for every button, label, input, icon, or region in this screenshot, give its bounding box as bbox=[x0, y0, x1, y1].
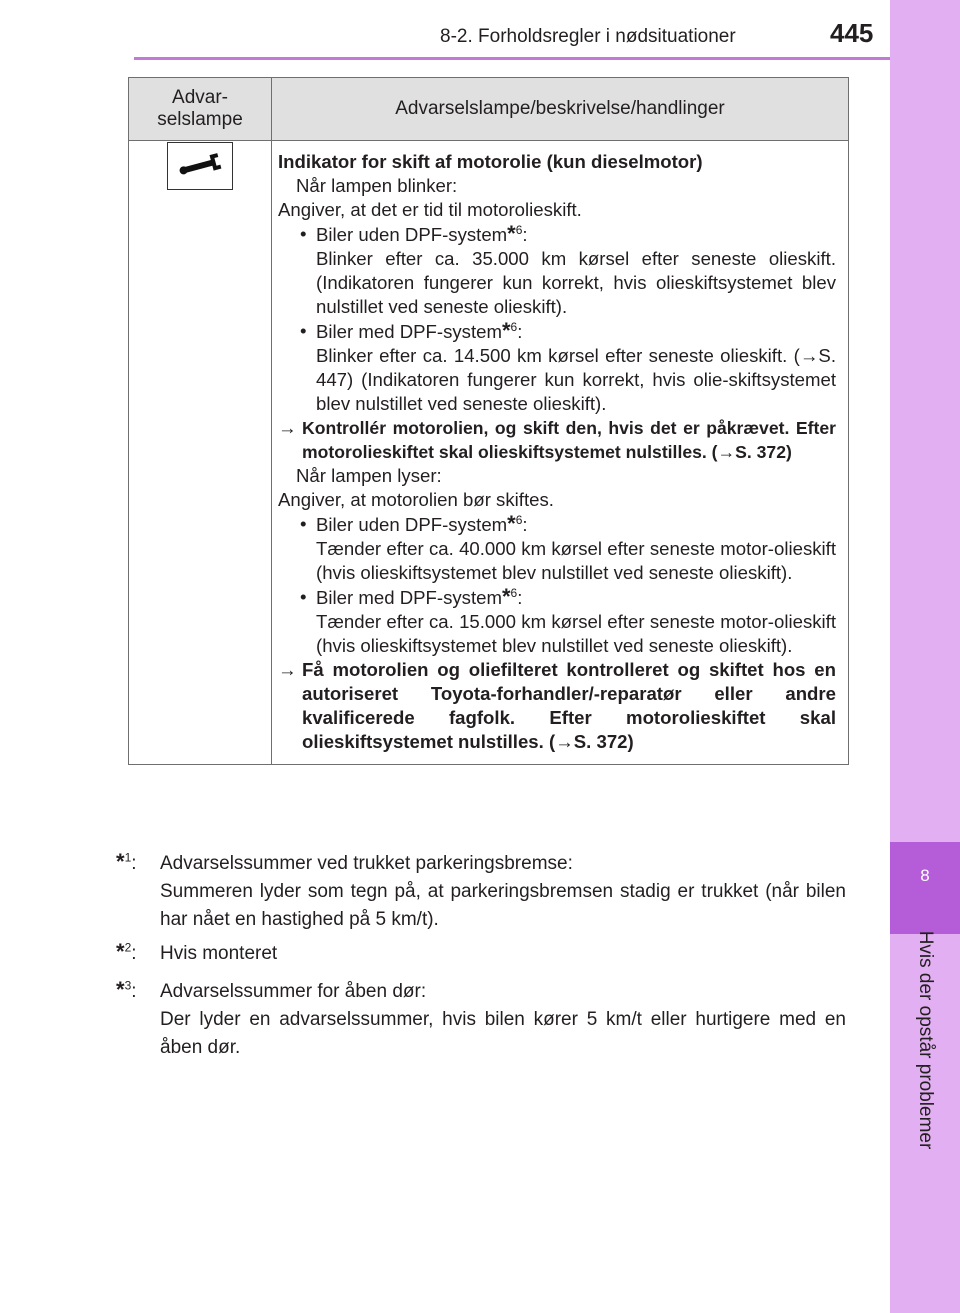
table-row bbox=[129, 141, 849, 765]
lit-dpf-item: • Biler med DPF-system*$^6$: bbox=[300, 584, 523, 609]
blink-no-dpf-text: Blinker efter ca. 35.000 km kørsel efter seneste olieskift. (Indikatoren fungerer kun korrekt, hvis olieskiftsystemet blev nulstillet ved seneste olieskift). bbox=[316, 248, 836, 317]
lit-action: → Få motorolien og oliefilteret kontrolleret og skiftet hos en autoriseret Toyota-forhandler/-reparatør eller andre kvalificerede fagfolk. Efter motorolieskiftet skal olieskiftsystemet nulstilles. (→S. 372) bbox=[278, 659, 836, 752]
footnote-1: *$^1$: Advarselssummer ved trukket parkeringsbremse: Summeren lyder som tegn på, at parkeringsbremsen stadig er trukket (når bilen har nået en hastighed på 5 km/t). bbox=[116, 849, 846, 930]
blink-dpf-text: Blinker efter ca. 14.500 km kørsel efter seneste olieskift. (→S. 447) (Indikatoren fungerer kun korrekt, hvis olie-skiftsystemet blev nulstillet ved seneste olieskift). bbox=[316, 345, 836, 414]
arrow-right-icon: → bbox=[278, 417, 297, 438]
page-number: 445 bbox=[830, 18, 874, 48]
chapter-side-tab bbox=[890, 0, 960, 1313]
blink-no-dpf-item: • Biler uden DPF-system*$^6$: bbox=[300, 221, 528, 246]
arrow-right-icon: → bbox=[278, 659, 297, 680]
chapter-number: 8 bbox=[890, 842, 960, 934]
indicator-title: Indikator for skift af motorolie (kun dieselmotor) bbox=[278, 151, 703, 172]
page-header bbox=[0, 0, 890, 62]
blink-heading: Når lampen blinker: bbox=[296, 175, 458, 196]
column-header-description: Advarselslampe/beskrivelse/handlinger bbox=[272, 78, 849, 141]
description-cell bbox=[272, 141, 849, 765]
section-title: 8-2. Forholdsregler i nødsituationer bbox=[440, 26, 736, 47]
chapter-title: Hvis der opstår problemer bbox=[915, 930, 936, 1150]
blink-dpf-item: • Biler med DPF-system*$^6$: bbox=[300, 318, 523, 343]
header-rule bbox=[134, 57, 890, 60]
footnote-3: *$^3$: Advarselssummer for åben dør: Der lyder en advarselssummer, hvis bilen kører 5 km/t eller hurtigere med en åben dør. bbox=[116, 977, 846, 1058]
wrench-icon bbox=[167, 142, 233, 190]
blink-action: → Kontrollér motorolien, og skift den, hvis det er påkrævet. Efter motorolieskiftet skal olieskiftsystemet nulstilles. (→S. 372) bbox=[278, 417, 836, 462]
table-header-row bbox=[129, 78, 849, 141]
column-header-lamp: Advar- selslampe bbox=[129, 78, 272, 141]
lit-no-dpf-item: • Biler uden DPF-system*$^6$: bbox=[300, 511, 528, 536]
lit-no-dpf-text: Tænder efter ca. 40.000 km kørsel efter seneste motor-olieskift (hvis olieskiftsystemet blev nulstillet ved seneste olieskift). bbox=[316, 538, 836, 583]
footnote-2: *$^2$: Hvis monteret bbox=[116, 939, 278, 964]
lit-heading: Når lampen lyser: bbox=[296, 465, 442, 486]
blink-meaning: Angiver, at det er tid til motorolieskift. bbox=[278, 199, 582, 220]
lamp-cell bbox=[129, 141, 272, 765]
lit-meaning: Angiver, at motorolien bør skiftes. bbox=[278, 489, 554, 510]
lit-dpf-text: Tænder efter ca. 15.000 km kørsel efter seneste motor-olieskift (hvis olieskiftsystemet blev nulstillet ved seneste olieskift). bbox=[316, 611, 836, 656]
warning-light-table bbox=[128, 77, 849, 765]
